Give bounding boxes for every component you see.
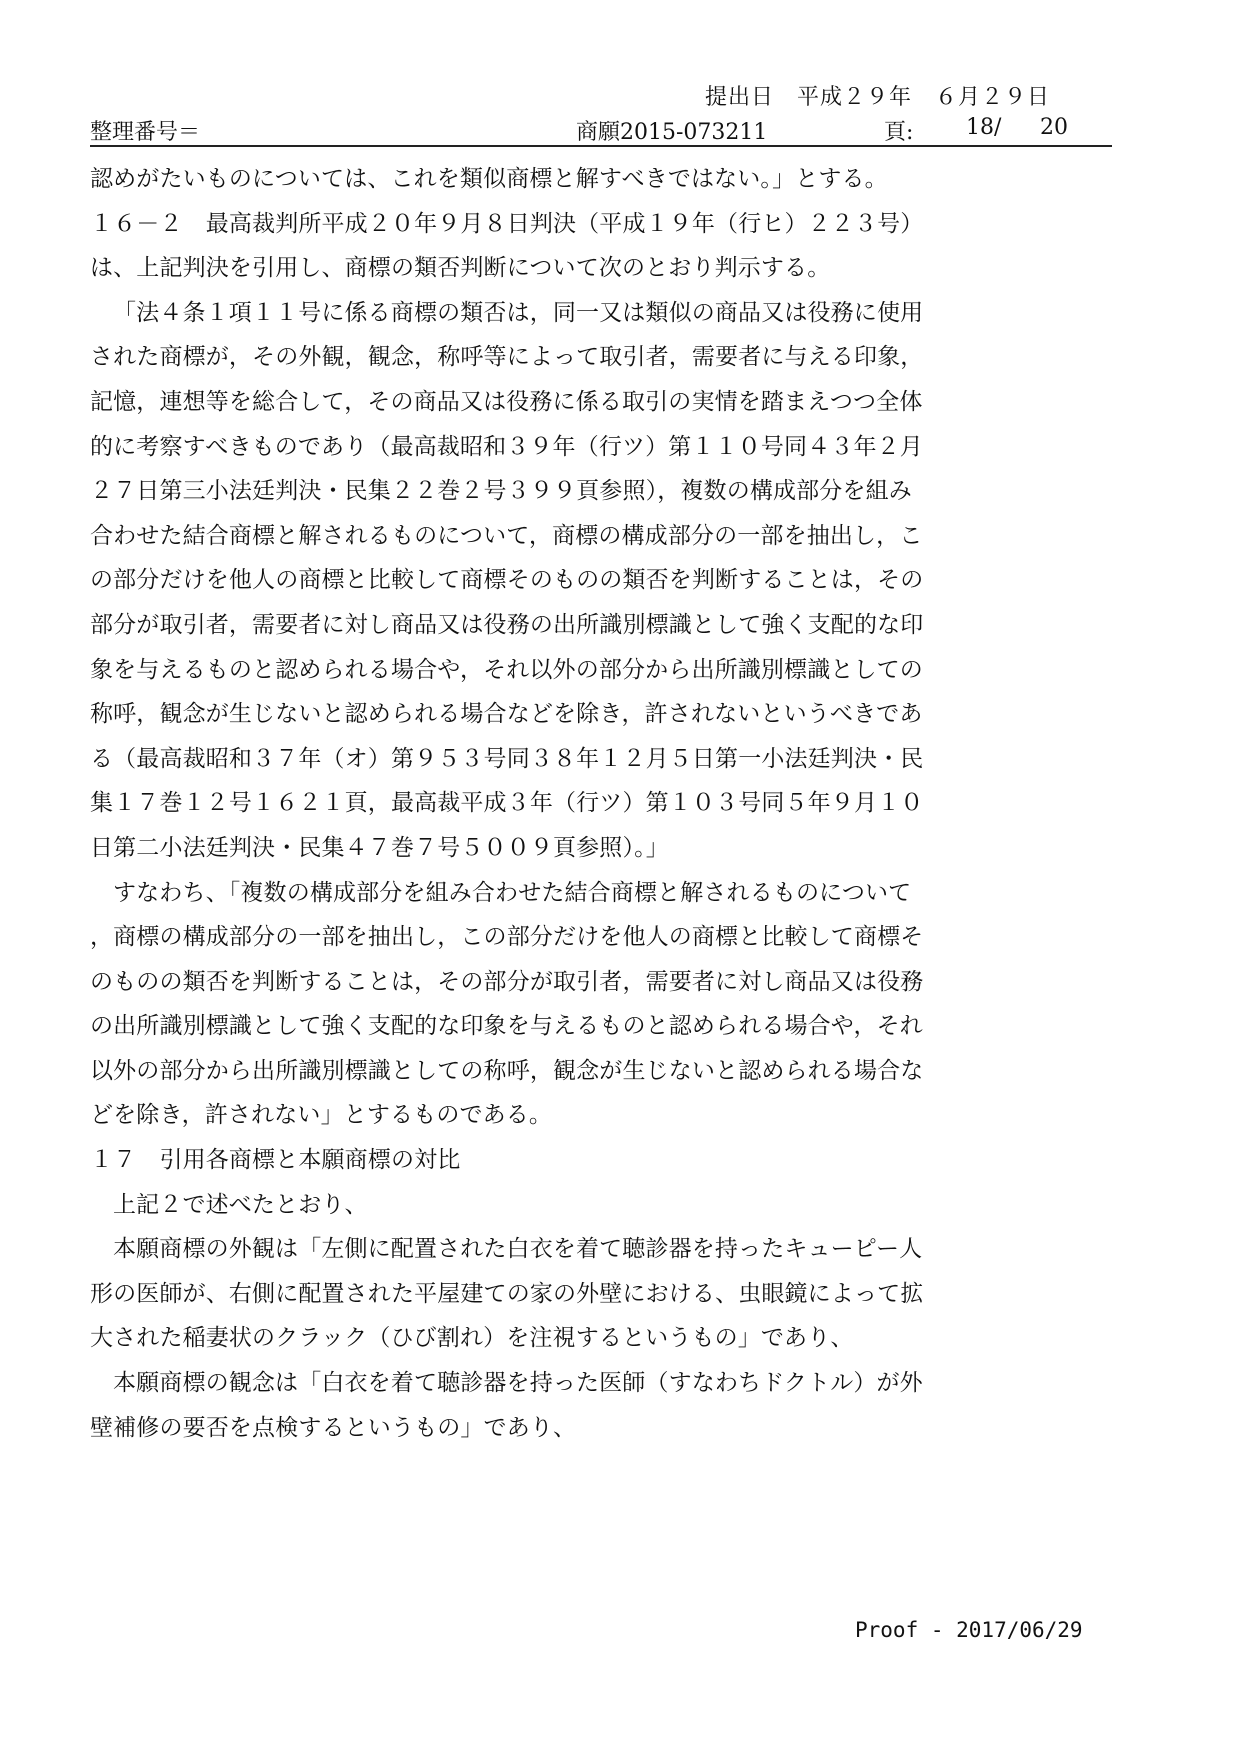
quote-line: 記憶，連想等を総合して，その商品又は役務に係る取引の実情を踏まえつつ全体 [90, 388, 923, 415]
quote-line: 的に考察すべきものであり（最高裁昭和３９年（行ツ）第１１０号同４３年２月 [90, 433, 923, 460]
body-line: 本願商標の観念は「白衣を着て聴診器を持った医師（すなわちドクトル）が外 [113, 1370, 923, 1397]
body-line: のものの類否を判断することは，その部分が取引者，需要者に対し商品又は役務 [90, 968, 924, 995]
page-total: 20 [1040, 115, 1068, 140]
quote-line: の部分だけを他人の商標と比較して商標そのものの類否を判断することは，その [90, 567, 924, 594]
body-line: すなわち、「複数の構成部分を組み合わせた結合商標と解されるものについて [113, 879, 912, 906]
quote-line: 「法４条１項１１号に係る商標の類否は，同一又は類似の商品又は役務に使用 [113, 299, 924, 326]
page-number: 18/ [966, 115, 1002, 140]
quote-line: 合わせた結合商標と解されるものについて，商標の構成部分の一部を抽出し，こ [90, 522, 923, 549]
reference-number-label: 整理番号＝ [90, 120, 201, 145]
page-label: 頁: [884, 120, 914, 145]
quote-line: 集１７巻１２号１６２１頁，最高裁平成３年（行ツ）第１０３号同５年９月１０ [90, 790, 924, 817]
quote-line: る（最高裁昭和３７年（オ）第９５３号同３８年１２月５日第一小法廷判決・民 [90, 745, 924, 772]
application-number: 商願2015-073211 [576, 120, 768, 145]
section-heading: １７ 引用各商標と本願商標の対比 [90, 1147, 461, 1174]
quote-line: 部分が取引者，需要者に対し商品又は役務の出所識別標識として強く支配的な印 [90, 611, 924, 638]
body-line: 上記２で述べたとおり、 [113, 1191, 368, 1218]
body-line: ，商標の構成部分の一部を抽出し，この部分だけを他人の商標と比較して商標そ [90, 924, 924, 951]
quote-line: された商標が，その外観，観念，称呼等によって取引者，需要者に与える印象， [90, 344, 924, 371]
body-line: 形の医師が、右側に配置された平屋建ての家の外壁における、虫眼鏡によって拡 [90, 1280, 924, 1307]
section-heading: １６－２ 最高裁判所平成２０年９月８日判決（平成１９年（行ヒ）２２３号） [90, 210, 924, 237]
body-line: 本願商標の外観は「左側に配置された白衣を着て聴診器を持ったキューピー人 [113, 1236, 923, 1263]
proof-footer: Proof - 2017/06/29 [855, 1618, 1083, 1642]
body-line: 大された稲妻状のクラック（ひび割れ）を注視するというもの」であり、 [90, 1325, 854, 1352]
body-line: どを除き，許されない」とするものである。 [90, 1102, 553, 1129]
quote-line: 象を与えるものと認められる場合や，それ以外の部分から出所識別標識としての [90, 656, 923, 683]
body-line: の出所識別標識として強く支配的な印象を与えるものと認められる場合や，それ [90, 1013, 923, 1040]
body-line: 以外の部分から出所識別標識としての称呼，観念が生じないと認められる場合な [90, 1057, 924, 1084]
body-line: 認めがたいものについては、これを類似商標と解すべきではない。」とする。 [90, 166, 888, 192]
quote-line: 称呼，観念が生じないと認められる場合などを除き，許されないというべきであ [90, 701, 923, 728]
document-header [90, 115, 1112, 147]
body-line: は、上記判決を引用し、商標の類否判断について次のとおり判示する。 [90, 255, 831, 282]
submission-date: 提出日 平成２９年 ６月２９日 [705, 85, 1051, 110]
quote-line: 日第二小法廷判決・民集４７巻７号５００９頁参照）。」 [90, 834, 669, 861]
body-line: 壁補修の要否を点検するというもの」であり、 [90, 1414, 577, 1441]
quote-line: ２７日第三小法廷判決・民集２２巻２号３９９頁参照），複数の構成部分を組み [90, 478, 912, 505]
document-body [90, 157, 1115, 1450]
